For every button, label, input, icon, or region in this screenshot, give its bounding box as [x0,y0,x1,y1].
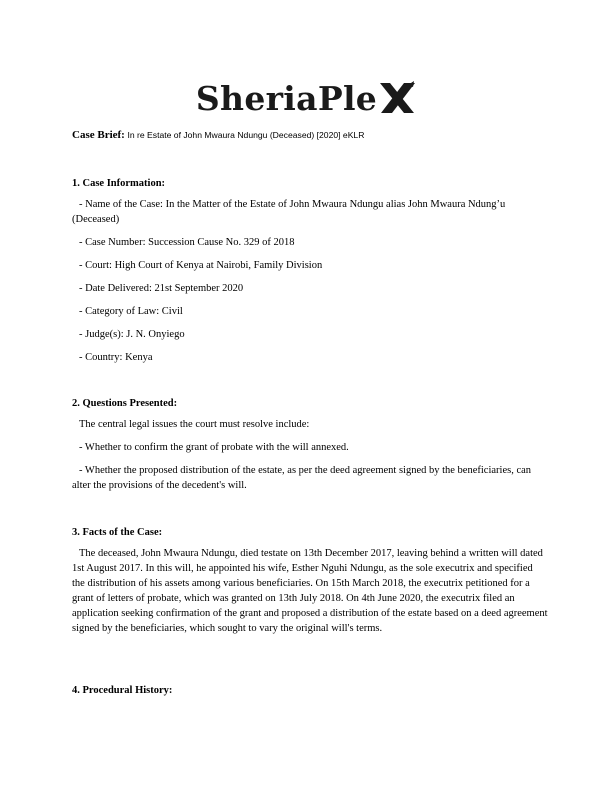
category-item: - Category of Law: Civil [79,306,183,317]
sheriaplex-logo [0,76,612,120]
logo-wordmark: SheriaPle [195,78,378,118]
section-heading: 4. Procedural History: [72,685,173,696]
question-item: - Whether to confirm the grant of probate with the will annexed. [79,442,349,453]
country-item: - Country: Kenya [79,352,153,363]
date-delivered-item: - Date Delivered: 21st September 2020 [79,283,244,294]
logo-x-mark [378,81,416,115]
case-number-item: - Case Number: Succession Cause No. 329 of 2018 [79,237,295,248]
section-case-information [72,176,548,373]
judges-item: - Judge(s): J. N. Onyiego [79,329,185,340]
section-procedural-history [72,683,548,704]
questions-intro: The central legal issues the court must resolve include: [79,419,310,430]
section-heading: 2. Questions Presented: [72,398,178,409]
court-item: - Court: High Court of Kenya at Nairobi, Family Division [79,260,323,271]
facts-paragraph: The deceased, John Mwaura Ndungu, died testate on 13th December 2017, leaving behind a written will dated 1st August 2017. In this will, he appointed his wife, Esther Nguhi Ndungu, as the sole executrix and specified the distribution of his assets among various beneficiaries. On 15th March 2018, the executrix petitioned for a grant of letters of probate, which was granted on 13th July 2018. On 4th June 2020, the executrix filed an application seeking confirmation of the grant and proposed a distribution of the estate based on a deed agreement signed by the beneficiaries, which sought to vary the original will's terms. [72,548,548,634]
section-heading: 1. Case Information: [72,178,166,189]
case-brief-line [72,129,364,141]
section-heading: 3. Facts of the Case: [72,527,163,538]
section-facts [72,525,548,644]
question-item: - Whether the proposed distribution of the estate, as per the deed agreement signed by the beneficiaries, can alter the provisions of the decedent's will. [72,465,532,491]
case-brief-title: In re Estate of John Mwaura Ndungu (Deceased) [2020] eKLR [127,130,365,140]
case-name-item: - Name of the Case: In the Matter of the Estate of John Mwaura Ndungu alias John Mwaura Ndung’u (Deceased) [72,199,506,225]
section-questions-presented [72,396,548,501]
case-brief-label: Case Brief: [72,129,125,141]
